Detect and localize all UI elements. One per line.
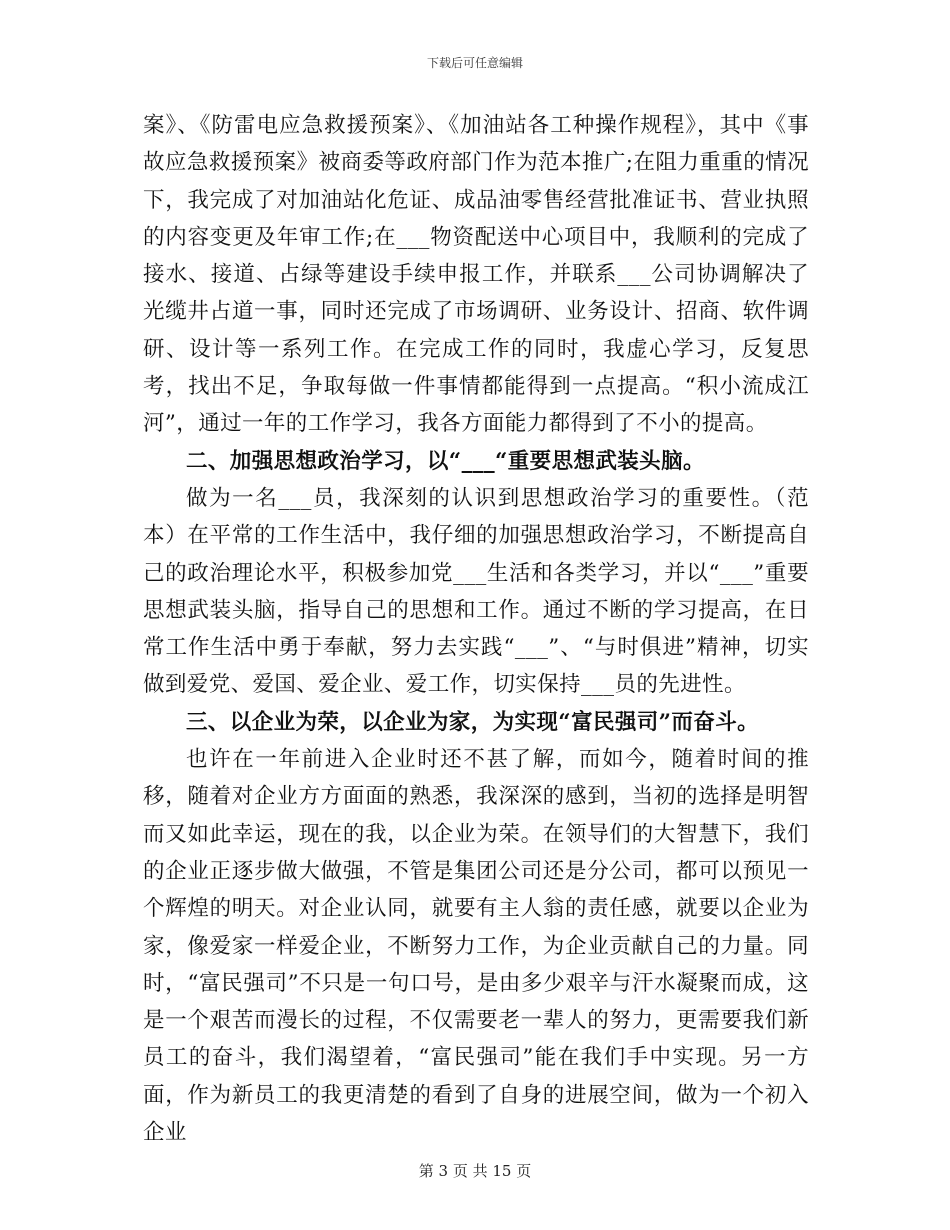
paragraph-2: 做为一名___员，我深刻的认识到思想政治学习的重要性。（范本）在平常的工作生活中，我仔细的加强思想政治学习，不断提高自己的政治理论水平，积极参加党___生活和各类学习，并以“___”重要思想武装头脑，指导自己的思想和工作。通过不断的学习提高，在日常工作生活中勇于奉献，努力去实践“___”、“与时俱进”精神，切实做到爱党、爱国、爱企业、爱工作，切实保持___员的先进性。 bbox=[143, 485, 809, 698]
page-number: 第 3 页 共 15 页 bbox=[418, 1162, 532, 1180]
section-heading-3: 三、以企业为荣，以企业为家，为实现“富民强司”而奋斗。 bbox=[186, 709, 760, 735]
page-header: 下载后可任意编辑 bbox=[426, 56, 523, 70]
document-body bbox=[143, 107, 809, 1151]
section-heading-2: 二、加强思想政治学习，以“___“重要思想武装头脑。 bbox=[186, 448, 705, 474]
paragraph-1: 案》、《防雷电应急救援预案》、《加油站各工种操作规程》，其中《事故应急救援预案》被商委等政府部门作为范本推广;在阻力重重的情况下，我完成了对加油站化危证、成品油零售经营批准证书、营业执照的内容变更及年审工作;在___物资配送中心项目中，我顺利的完成了接水、接道、占绿等建设手续申报工作，并联系___公司协调解决了光缆井占道一事，同时还完成了市场调研、业务设计、招商、软件调研、设计等一系列工作。在完成工作的同时，我虚心学习，反复思考，找出不足，争取每做一件事情都能得到一点提高。“积小流成江河”，通过一年的工作学习，我各方面能力都得到了不小的提高。 bbox=[143, 113, 809, 437]
paragraph-3: 也许在一年前进入企业时还不甚了解，而如今，随着时间的推移，随着对企业方方面面的熟悉，我深深的感到，当初的选择是明智而又如此幸运，现在的我，以企业为荣。在领导们的大智慧下，我们的企业正逐步做大做强，不管是集团公司还是分公司，都可以预见一个辉煌的明天。对企业认同，就要有主人翁的责任感，就要以企业为家，像爱家一样爱企业，不断努力工作，为企业贡献自己的力量。同时，“富民强司”不只是一句口号，是由多少艰辛与汗水凝聚而成，这是一个艰苦而漫长的过程，不仅需要老一辈人的努力，更需要我们新员工的奋斗，我们渴望着，“富民强司”能在我们手中实现。另一方面，作为新员工的我更清楚的看到了自身的进展空间，做为一个初入企业 bbox=[143, 747, 809, 1146]
